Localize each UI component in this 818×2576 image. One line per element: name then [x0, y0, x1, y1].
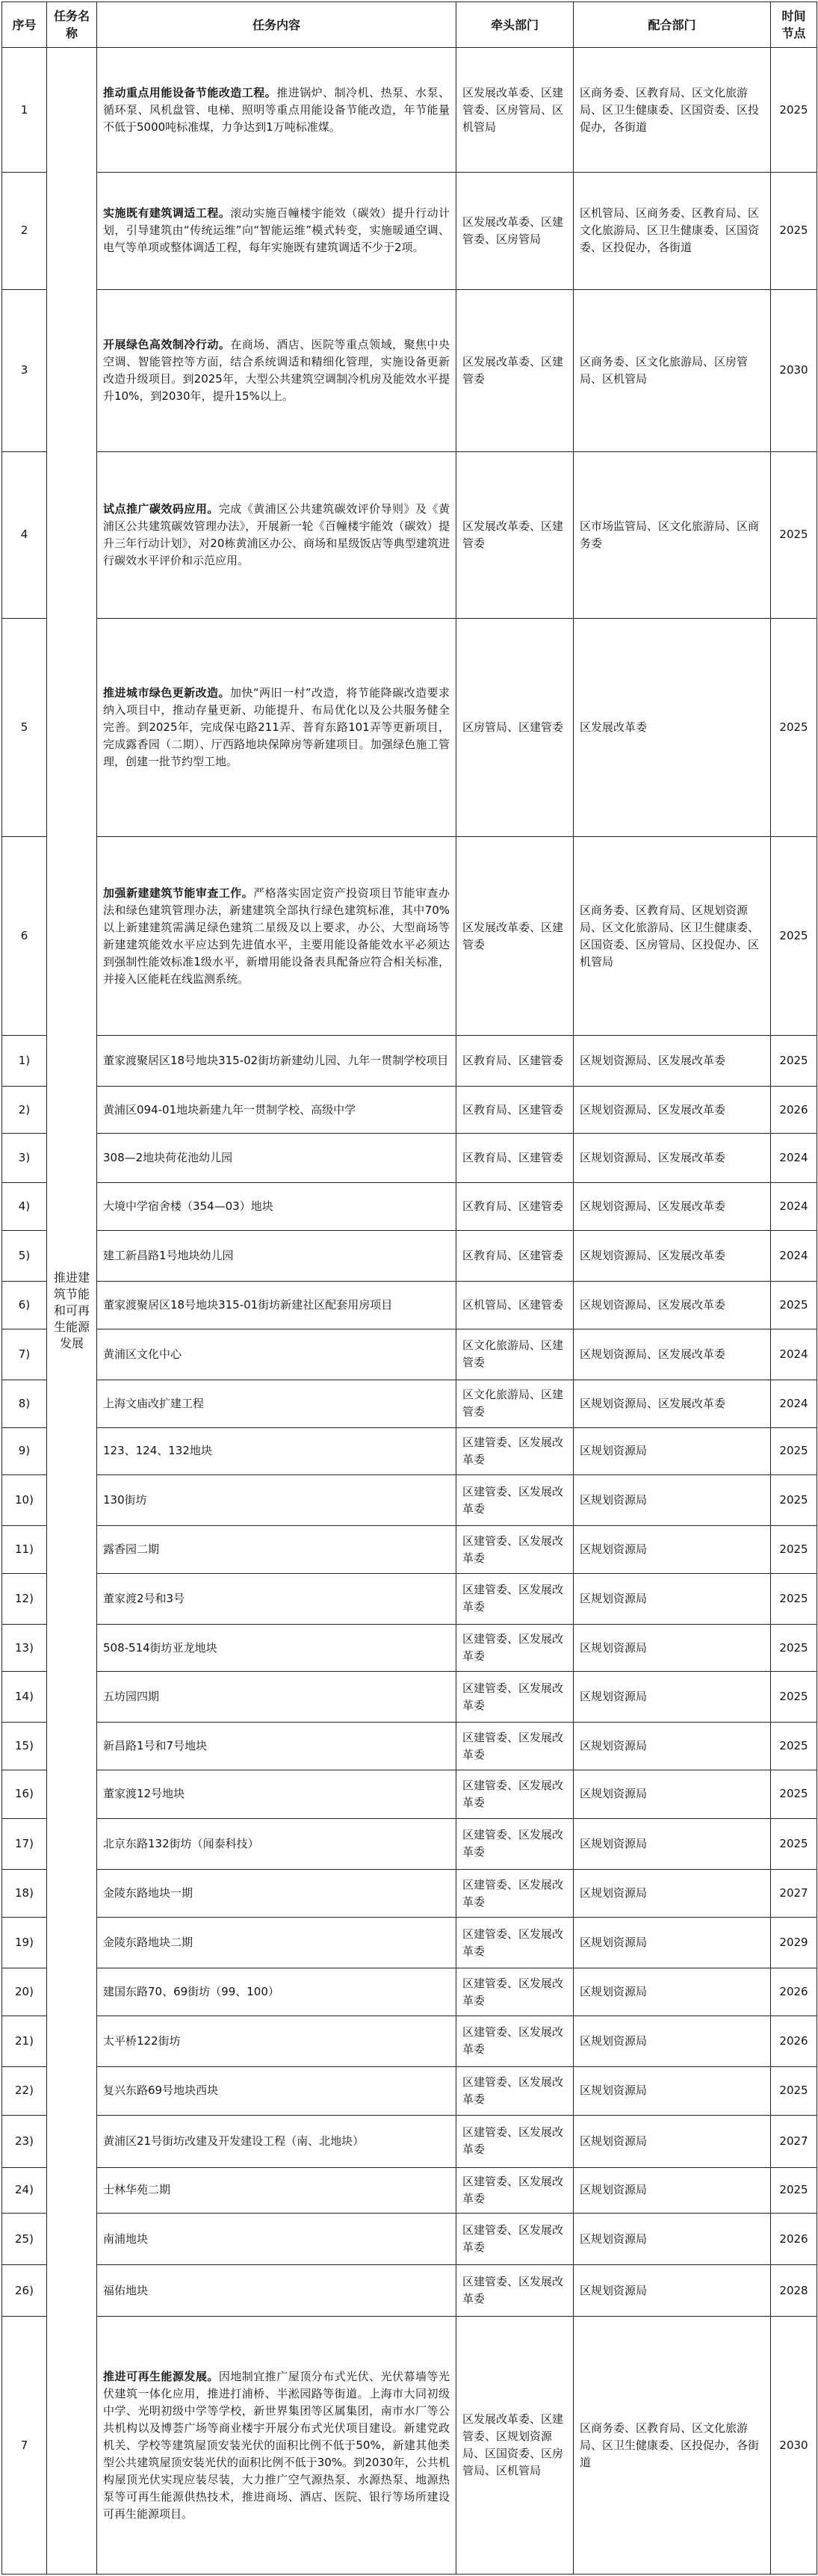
row-cooperate-department: 区规划资源局	[574, 1968, 771, 2016]
row-lead-department: 区建管委、区发展改革委	[456, 2115, 574, 2167]
row-lead-department: 区发展改革委、区建管委、区规划资源局、区国资委、区房管局、区机管局	[456, 2317, 574, 2575]
row-lead-department: 区建管委、区发展改革委	[456, 1427, 574, 1475]
row-lead-department: 区建管委、区发展改革委	[456, 1968, 574, 2016]
row-lead-department: 区教育局、区建管委	[456, 1231, 574, 1282]
project-row	[2, 2115, 817, 2167]
row-time-node: 2026	[771, 2214, 817, 2265]
row-time-node: 2024	[771, 1133, 817, 1182]
row-time-node: 2029	[771, 1918, 817, 1968]
project-name: 士林华苑二期	[97, 2167, 456, 2214]
task-row	[2, 618, 817, 836]
row-time-node: 2025	[771, 1723, 817, 1770]
project-name: 北京东路132街坊（闻泰科技）	[97, 1818, 456, 1869]
task-content	[97, 289, 456, 451]
task-description: 在商场、酒店、医院等重点领域，聚焦中央空调、智能管控等方面，结合系统调适和精细化管理，实施设备更新改造升级项目。到2025年，大型公共建筑空调制冷机房及能效水平提升10%，到2030年，提升15%以上。	[103, 337, 450, 403]
task-row	[2, 452, 817, 618]
project-name: 黄浦区文化中心	[97, 1329, 456, 1380]
row-time-node: 2024	[771, 1231, 817, 1282]
task-description: 因地制宜推广屋顶分布式光伏、光伏幕墙等光伏建筑一体化应用，推进打浦桥、半淞园路等街道。上海市大同初级中学、光明初级中学等学校，新世界集团等区属集团，南市水厂等公共机构以及博荟广场等商业楼宇开展分布式光伏项目建设。新建党政机关、学校等建筑屋顶安装光伏的面积比例不低于50%，新建其他类型公共建筑屋顶安装光伏的面积比例不低于30%。到2030年，公共机构屋顶光伏实现应装尽装，大力推广空气源热泵、水源热泵、地源热泵等可再生能源供热技术，推进商场、酒店、医院、银行等场所建设可再生能源项目。	[103, 2369, 450, 2521]
row-time-node: 2025	[771, 173, 817, 290]
project-row	[2, 1918, 817, 1968]
project-row	[2, 1282, 817, 1329]
row-lead-department: 区教育局、区建管委	[456, 1182, 574, 1231]
project-name: 123、124、132地块	[97, 1427, 456, 1475]
row-cooperate-department: 区规划资源局、区发展改革委	[574, 1231, 771, 1282]
project-row	[2, 2214, 817, 2265]
row-cooperate-department: 区规划资源局	[574, 1818, 771, 1869]
row-seq: 26)	[2, 2265, 47, 2317]
row-time-node: 2025	[771, 1282, 817, 1329]
task-title: 试点推广碳效码应用。	[103, 501, 219, 516]
row-cooperate-department: 区机管局、区商务委、区教育局、区文化旅游局、区卫生健康委、区国资委、区投促办，各街道	[574, 173, 771, 290]
row-cooperate-department: 区规划资源局	[574, 1869, 771, 1918]
row-lead-department: 区建管委、区发展改革委	[456, 1770, 574, 1819]
header-time-node: 时间节点	[771, 2, 817, 48]
project-row	[2, 1770, 817, 1819]
row-seq: 2)	[2, 1087, 47, 1134]
row-cooperate-department: 区市场监管局、区文化旅游局、区商务委	[574, 452, 771, 618]
row-lead-department: 区教育局、区建管委	[456, 1087, 574, 1134]
row-seq: 4	[2, 452, 47, 618]
row-cooperate-department: 区规划资源局、区发展改革委	[574, 1182, 771, 1231]
row-time-node: 2025	[771, 1624, 817, 1672]
project-row	[2, 2167, 817, 2214]
project-name: 董家渡12号地块	[97, 1770, 456, 1819]
project-row	[2, 1329, 817, 1380]
row-time-node: 2026	[771, 1968, 817, 2016]
row-seq: 5)	[2, 1231, 47, 1282]
project-row	[2, 1624, 817, 1672]
project-name: 露香园二期	[97, 1526, 456, 1574]
row-time-node: 2024	[771, 1182, 817, 1231]
row-seq: 21)	[2, 2016, 47, 2067]
row-seq: 6)	[2, 1282, 47, 1329]
row-cooperate-department: 区规划资源局、区发展改革委	[574, 1133, 771, 1182]
row-lead-department: 区建管委、区发展改革委	[456, 1624, 574, 1672]
row-seq: 24)	[2, 2167, 47, 2214]
project-row	[2, 1036, 817, 1087]
project-row	[2, 1526, 817, 1574]
row-lead-department: 区发展改革委、区建管委、区房管局	[456, 173, 574, 290]
task-row	[2, 836, 817, 1035]
row-cooperate-department: 区规划资源局	[574, 2016, 771, 2067]
row-lead-department: 区建管委、区发展改革委	[456, 2016, 574, 2067]
task-row	[2, 48, 817, 173]
project-name: 308—2地块荷花池幼儿园	[97, 1133, 456, 1182]
header-task-name: 任务名称	[47, 2, 97, 48]
row-seq: 7)	[2, 1329, 47, 1380]
table-body	[2, 48, 817, 2575]
project-row	[2, 1573, 817, 1624]
row-lead-department: 区建管委、区发展改革委	[456, 1869, 574, 1918]
row-seq: 7	[2, 2317, 47, 2575]
row-seq: 1	[2, 48, 47, 173]
row-seq: 14)	[2, 1672, 47, 1723]
row-lead-department: 区发展改革委、区建管委、区房管局、区机管局	[456, 48, 574, 173]
row-lead-department: 区发展改革委、区建管委	[456, 836, 574, 1035]
task-row	[2, 289, 817, 451]
row-seq: 23)	[2, 2115, 47, 2167]
task-content	[97, 2317, 456, 2575]
row-lead-department: 区建管委、区发展改革委	[456, 2265, 574, 2317]
row-cooperate-department: 区规划资源局	[574, 1475, 771, 1526]
row-time-node: 2025	[771, 2167, 817, 2214]
project-row	[2, 1087, 817, 1134]
row-cooperate-department: 区规划资源局	[574, 2214, 771, 2265]
row-cooperate-department: 区商务委、区教育局、区规划资源局、区文化旅游局、区卫生健康委、区国资委、区房管局、区投促办、区机管局	[574, 836, 771, 1035]
page	[1, 1, 817, 2575]
project-name: 上海文庙改扩建工程	[97, 1380, 456, 1427]
row-seq: 5	[2, 618, 47, 836]
project-name: 南浦地块	[97, 2214, 456, 2265]
row-seq: 11)	[2, 1526, 47, 1574]
task-description: 滚动实施百幢楼宇能效（碳效）提升行动计划，引导建筑由“传统运维”向“智能运维”模式转变，实施暖通空调、电气等单项或整体调适工程，每年实施既有建筑调适不少于2项。	[103, 206, 450, 255]
project-name: 508-514街坊亚龙地块	[97, 1624, 456, 1672]
row-time-node: 2024	[771, 1380, 817, 1427]
row-seq: 4)	[2, 1182, 47, 1231]
task-content	[97, 618, 456, 836]
row-seq: 25)	[2, 2214, 47, 2265]
project-row	[2, 1723, 817, 1770]
header-seq: 序号	[2, 2, 47, 48]
project-name: 建工新昌路1号地块幼儿园	[97, 1231, 456, 1282]
row-cooperate-department: 区规划资源局	[574, 1427, 771, 1475]
row-time-node: 2025	[771, 1672, 817, 1723]
row-time-node: 2025	[771, 618, 817, 836]
row-time-node: 2025	[771, 1818, 817, 1869]
row-lead-department: 区教育局、区建管委	[456, 1036, 574, 1087]
task-description: 完成《黄浦区公共建筑碳效评价导则》及《黄浦区公共建筑碳效管理办法》，开展新一轮《百幢楼宇能效（碳效）提升三年行动计划》，对20栋黄浦区办公、商场和星级饭店等典型建筑进行碳效水平评价和示范应用。	[103, 501, 450, 567]
row-seq: 3)	[2, 1133, 47, 1182]
project-name: 太平桥122街坊	[97, 2016, 456, 2067]
project-row	[2, 1231, 817, 1282]
task-title: 开展绿色高效制冷行动。	[103, 337, 231, 351]
task-title: 推进城市绿色更新改造。	[103, 685, 230, 699]
project-name: 大境中学宿舍楼（354—03）地块	[97, 1182, 456, 1231]
row-cooperate-department: 区规划资源局	[574, 1770, 771, 1819]
row-time-node: 2030	[771, 2317, 817, 2575]
row-lead-department: 区建管委、区发展改革委	[456, 1818, 574, 1869]
row-time-node: 2025	[771, 1427, 817, 1475]
row-seq: 20)	[2, 1968, 47, 2016]
row-lead-department: 区文化旅游局、区建管委	[456, 1380, 574, 1427]
row-time-node: 2025	[771, 48, 817, 173]
row-time-node: 2026	[771, 1087, 817, 1134]
row-time-node: 2025	[771, 452, 817, 618]
row-lead-department: 区建管委、区发展改革委	[456, 2214, 574, 2265]
row-cooperate-department: 区规划资源局	[574, 2115, 771, 2167]
project-row	[2, 1672, 817, 1723]
project-row	[2, 1475, 817, 1526]
project-name: 130街坊	[97, 1475, 456, 1526]
project-row	[2, 1182, 817, 1231]
row-seq: 16)	[2, 1770, 47, 1819]
header-cooperate-department: 配合部门	[574, 2, 771, 48]
header-task-content: 任务内容	[97, 2, 456, 48]
task-description: 推进锅炉、制冷机、热泵、水泵、循环泵、风机盘管、电梯、照明等重点用能设备节能改造，年节能量不低于5000吨标准煤，力争达到1万吨标准煤。	[103, 85, 450, 134]
project-row	[2, 1818, 817, 1869]
row-seq: 9)	[2, 1427, 47, 1475]
task-title: 加强新建建筑节能审查工作。	[103, 886, 254, 900]
row-seq: 17)	[2, 1818, 47, 1869]
row-seq: 6	[2, 836, 47, 1035]
row-lead-department: 区文化旅游局、区建管委	[456, 1329, 574, 1380]
row-cooperate-department: 区规划资源局	[574, 1526, 771, 1574]
task-title: 实施既有建筑调适工程。	[103, 206, 231, 220]
row-lead-department: 区教育局、区建管委	[456, 1133, 574, 1182]
task-content	[97, 173, 456, 290]
row-time-node: 2030	[771, 289, 817, 451]
task-table	[1, 1, 817, 2575]
project-name: 建国东路70、69街坊（99、100）	[97, 1968, 456, 2016]
row-lead-department: 区发展改革委、区建管委	[456, 289, 574, 451]
row-cooperate-department: 区规划资源局	[574, 1624, 771, 1672]
task-description: 严格落实固定资产投资项目节能审查办法和绿色建筑管理办法，新建建筑全部执行绿色建筑标准，其中70%以上新建建筑需满足绿色建筑二星级及以上要求，办公、大型商场等新建建筑能效水平应达到先进值水平，主要用能设备能效水平必须达到强制性能效标准1级水平，新增用能设备表具配备应符合相关标准，并接入区能耗在线监测系统。	[103, 886, 450, 986]
row-cooperate-department: 区规划资源局、区发展改革委	[574, 1380, 771, 1427]
row-seq: 8)	[2, 1380, 47, 1427]
task-content	[97, 836, 456, 1035]
task-name: 推进建筑节能和可再生能源发展	[47, 48, 97, 2575]
task-row	[2, 173, 817, 290]
project-name: 黄浦区21号街坊改建及开发建设工程（南、北地块）	[97, 2115, 456, 2167]
project-name: 福佑地块	[97, 2265, 456, 2317]
row-time-node: 2025	[771, 1036, 817, 1087]
row-time-node: 2027	[771, 1869, 817, 1918]
header-lead-department: 牵头部门	[456, 2, 574, 48]
row-lead-department: 区房管局、区建管委	[456, 618, 574, 836]
row-time-node: 2028	[771, 2265, 817, 2317]
row-lead-department: 区建管委、区发展改革委	[456, 2167, 574, 2214]
task-content	[97, 48, 456, 173]
project-row	[2, 2066, 817, 2115]
header-row	[2, 2, 817, 48]
project-row	[2, 1869, 817, 1918]
project-name: 新昌路1号和7号地块	[97, 1723, 456, 1770]
project-row	[2, 1427, 817, 1475]
row-lead-department: 区机管局、区建管委	[456, 1282, 574, 1329]
row-cooperate-department: 区商务委、区文化旅游局、区房管局、区机管局	[574, 289, 771, 451]
project-name: 五坊园四期	[97, 1672, 456, 1723]
row-time-node: 2026	[771, 2016, 817, 2067]
project-name: 金陵东路地块二期	[97, 1918, 456, 1968]
task-row	[2, 2317, 817, 2575]
row-time-node: 2024	[771, 1329, 817, 1380]
row-seq: 1)	[2, 1036, 47, 1087]
row-cooperate-department: 区商务委、区教育局、区文化旅游局、区卫生健康委、区投促办，各街道	[574, 2317, 771, 2575]
row-cooperate-department: 区规划资源局	[574, 1918, 771, 1968]
row-cooperate-department: 区规划资源局	[574, 2265, 771, 2317]
row-lead-department: 区发展改革委、区建管委	[456, 452, 574, 618]
row-time-node: 2025	[771, 1770, 817, 1819]
row-time-node: 2027	[771, 2115, 817, 2167]
row-time-node: 2025	[771, 836, 817, 1035]
project-name: 复兴东路69号地块西块	[97, 2066, 456, 2115]
row-lead-department: 区建管委、区发展改革委	[456, 1672, 574, 1723]
task-description: 加快“两旧一村”改造，将节能降碳改造要求纳入项目中，推动存量更新、功能提升、布局优化以及公共服务健全完善。到2025年，完成保屯路211弄、普育东路101弄等更新项目，完成露香园（二期）、厅西路地块保障房等新建项目。加强绿色施工管理，创建一批节约型工地。	[103, 685, 450, 768]
row-time-node: 2025	[771, 1573, 817, 1624]
row-lead-department: 区建管委、区发展改革委	[456, 1723, 574, 1770]
row-cooperate-department: 区商务委、区教育局、区文化旅游局、区卫生健康委、区国资委、区投促办，各街道	[574, 48, 771, 173]
task-content	[97, 452, 456, 618]
row-lead-department: 区建管委、区发展改革委	[456, 1526, 574, 1574]
project-name: 金陵东路地块一期	[97, 1869, 456, 1918]
row-time-node: 2025	[771, 1526, 817, 1574]
task-title: 推动重点用能设备节能改造工程。	[103, 85, 277, 99]
row-seq: 15)	[2, 1723, 47, 1770]
row-time-node: 2025	[771, 1475, 817, 1526]
row-cooperate-department: 区发展改革委	[574, 618, 771, 836]
row-seq: 10)	[2, 1475, 47, 1526]
row-lead-department: 区建管委、区发展改革委	[456, 1918, 574, 1968]
row-cooperate-department: 区规划资源局	[574, 1723, 771, 1770]
row-seq: 12)	[2, 1573, 47, 1624]
project-name: 黄浦区094-01地块新建九年一贯制学校、高级中学	[97, 1087, 456, 1134]
project-name: 董家渡2号和3号	[97, 1573, 456, 1624]
row-cooperate-department: 区规划资源局	[574, 2167, 771, 2214]
row-lead-department: 区建管委、区发展改革委	[456, 1573, 574, 1624]
row-lead-department: 区建管委、区发展改革委	[456, 2066, 574, 2115]
row-seq: 22)	[2, 2066, 47, 2115]
row-seq: 3	[2, 289, 47, 451]
row-seq: 2	[2, 173, 47, 290]
project-row	[2, 1968, 817, 2016]
row-cooperate-department: 区规划资源局	[574, 2066, 771, 2115]
row-cooperate-department: 区规划资源局、区发展改革委	[574, 1282, 771, 1329]
row-seq: 13)	[2, 1624, 47, 1672]
row-cooperate-department: 区规划资源局	[574, 1672, 771, 1723]
project-row	[2, 1380, 817, 1427]
project-row	[2, 1133, 817, 1182]
row-cooperate-department: 区规划资源局	[574, 1573, 771, 1624]
row-time-node: 2025	[771, 2066, 817, 2115]
row-cooperate-department: 区规划资源局、区发展改革委	[574, 1329, 771, 1380]
row-lead-department: 区建管委、区发展改革委	[456, 1475, 574, 1526]
row-seq: 18)	[2, 1869, 47, 1918]
row-cooperate-department: 区规划资源局、区发展改革委	[574, 1087, 771, 1134]
project-name: 董家渡聚居区18号地块315-02街坊新建幼儿园、九年一贯制学校项目	[97, 1036, 456, 1087]
project-row	[2, 2265, 817, 2317]
row-cooperate-department: 区规划资源局、区发展改革委	[574, 1036, 771, 1087]
task-title: 推进可再生能源发展。	[103, 2369, 219, 2383]
row-seq: 19)	[2, 1918, 47, 1968]
project-name: 董家渡聚居区18号地块315-01街坊新建社区配套用房项目	[97, 1282, 456, 1329]
project-row	[2, 2016, 817, 2067]
